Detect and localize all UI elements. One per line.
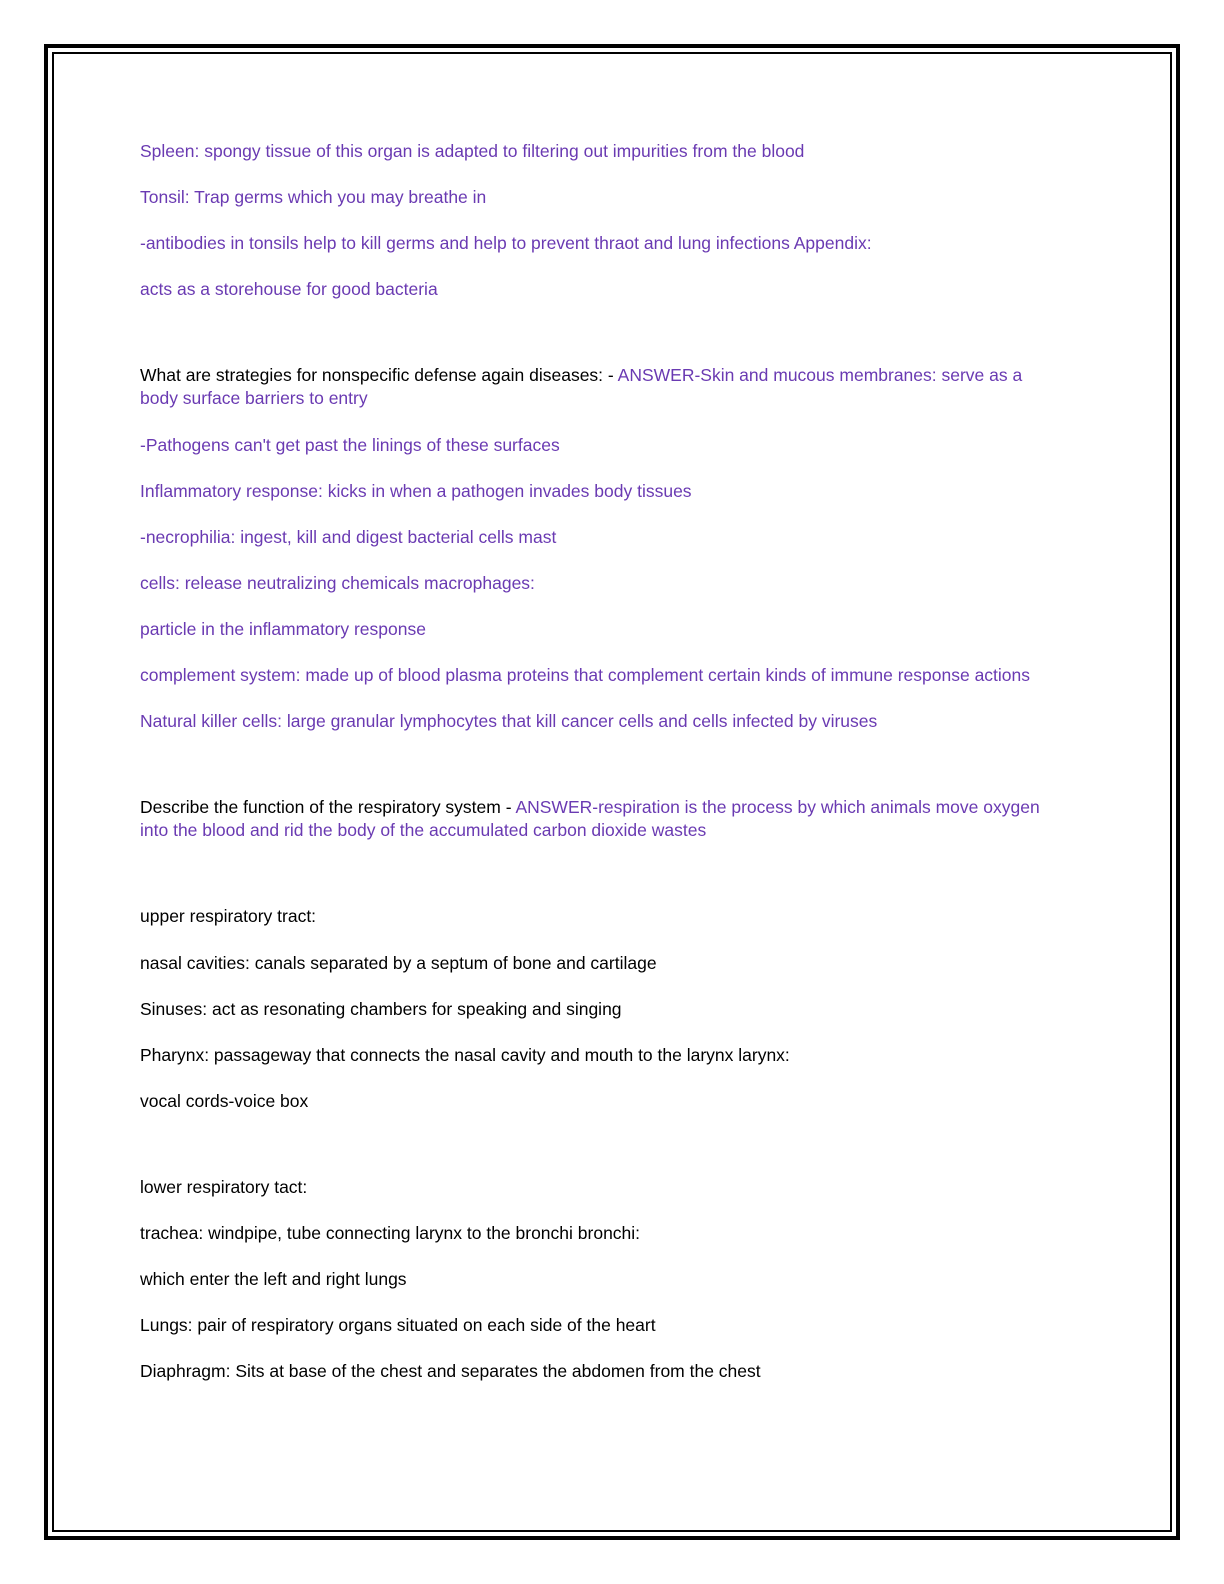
answer-respiratory-function: ANSWER-respiration is the process by which animals move oxygen into the blood and rid the body of the accumulated carbon dioxide wastes xyxy=(140,797,1040,841)
block-spacer-4 xyxy=(140,1136,1050,1176)
question-respiratory-function: Describe the function of the respiratory system - xyxy=(140,797,516,818)
paragraph-appendix-storehouse: acts as a storehouse for good bacteria xyxy=(140,279,438,300)
paragraph-trachea: trachea: windpipe, tube connecting larynx to the bronchi bronchi: xyxy=(140,1222,641,1243)
qa-respiratory-function xyxy=(140,796,1050,842)
paragraph-spleen: Spleen: spongy tissue of this organ is adapted to filtering out impurities from the blood xyxy=(140,141,805,161)
paragraph-antibodies: -antibodies in tonsils help to kill germs and help to prevent thraot and lung infections Appendix: xyxy=(140,233,872,254)
block-spacer-2 xyxy=(140,756,1050,796)
paragraph-bronchi-lungs: which enter the left and right lungs xyxy=(140,1269,407,1290)
paragraph-natural-killer-cells: Natural killer cells: large granular lymphocytes that kill cancer cells and cells infected by viruses xyxy=(140,711,878,732)
paragraph-diaphragm: Diaphragm: Sits at base of the chest and separates the abdomen from the chest xyxy=(140,1361,761,1382)
block-spacer-3 xyxy=(140,865,1050,905)
answer-nonspecific-defense: ANSWER-Skin and mucous membranes: serve as a body surface barriers to entry xyxy=(140,365,1023,409)
question-nonspecific-defense: What are strategies for nonspecific defense again diseases: - xyxy=(140,365,618,386)
block-spacer-1 xyxy=(140,324,1050,364)
paragraph-pharynx: Pharynx: passageway that connects the nasal cavity and mouth to the larynx larynx: xyxy=(140,1044,790,1065)
qa-nonspecific-defense xyxy=(140,364,1050,410)
document-body xyxy=(140,140,1050,1406)
paragraph-necrophilia: -necrophilia: ingest, kill and digest bacterial cells mast xyxy=(140,526,557,547)
paragraph-mast-cells: cells: release neutralizing chemicals macrophages: xyxy=(140,572,535,593)
paragraph-particle: particle in the inflammatory response xyxy=(140,618,426,639)
heading-lower-respiratory-tract: lower respiratory tact: xyxy=(140,1176,308,1197)
paragraph-tonsil: Tonsil: Trap germs which you may breathe in xyxy=(140,187,487,208)
paragraph-pathogens: -Pathogens can't get past the linings of these surfaces xyxy=(140,434,560,455)
paragraph-lungs: Lungs: pair of respiratory organs situated on each side of the heart xyxy=(140,1315,656,1336)
paragraph-inflammatory-response: Inflammatory response: kicks in when a pathogen invades body tissues xyxy=(140,480,692,501)
paragraph-complement-system: complement system: made up of blood plasma proteins that complement certain kinds of immune response actions xyxy=(140,665,1031,686)
paragraph-vocal-cords: vocal cords-voice box xyxy=(140,1090,309,1111)
heading-upper-respiratory-tract: upper respiratory tract: xyxy=(140,906,317,927)
paragraph-sinuses: Sinuses: act as resonating chambers for speaking and singing xyxy=(140,998,622,1019)
paragraph-nasal-cavities: nasal cavities: canals separated by a septum of bone and cartilage xyxy=(140,952,657,973)
